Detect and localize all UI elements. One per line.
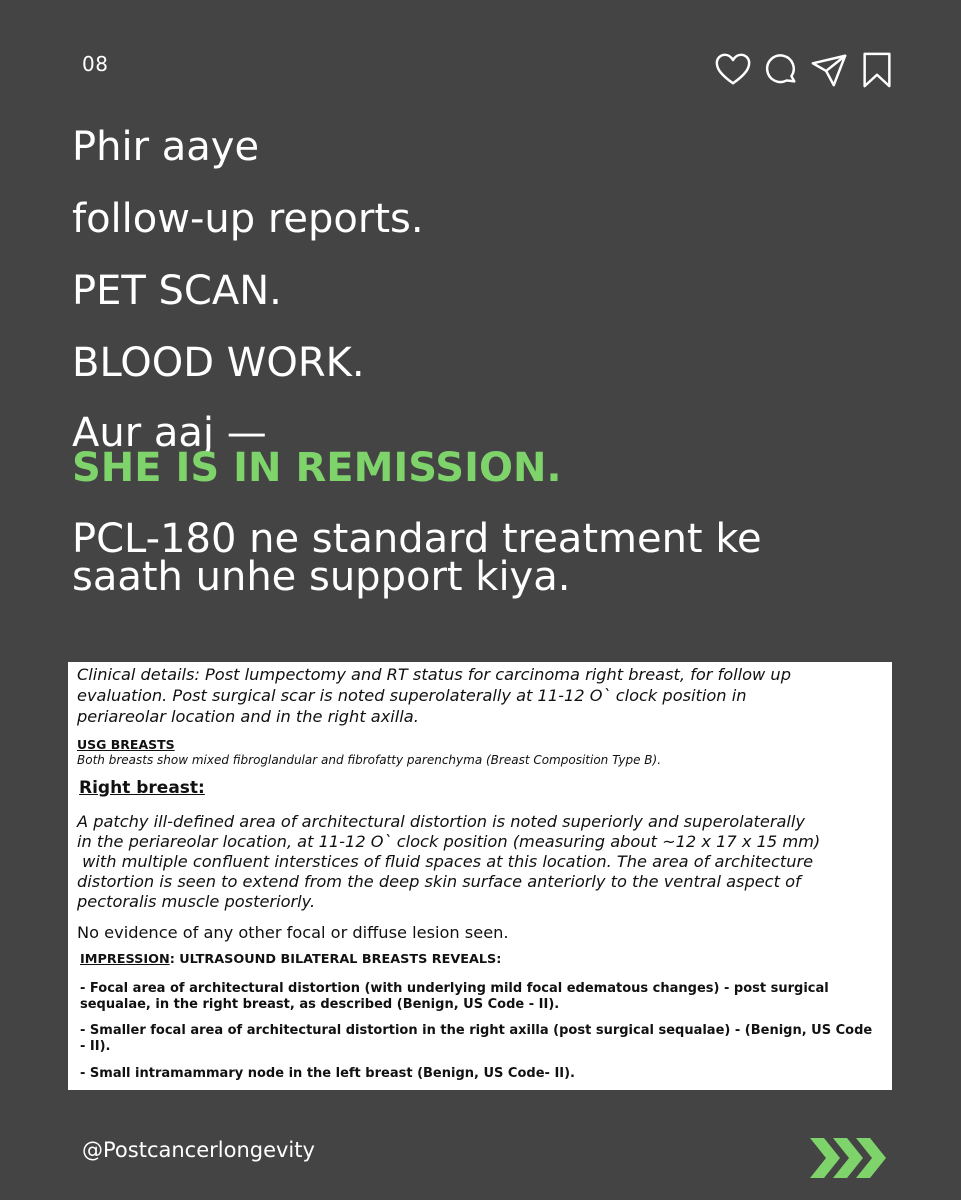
impression-line: - II). bbox=[80, 1039, 111, 1054]
impression-heading bbox=[80, 952, 886, 967]
impression-line: sequalae, in the right breast, as described (Benign, US Code - II). bbox=[80, 997, 560, 1012]
right-breast-findings bbox=[77, 812, 886, 912]
usg-breasts-body: Both breasts show mixed fibroglandular and fibrofatty parenchyma (Breast Composition Type B). bbox=[77, 753, 662, 767]
clinical-details bbox=[77, 664, 886, 727]
usg-breasts-heading: USG BREASTS bbox=[77, 737, 175, 752]
findings-line: pectoralis muscle posteriorly. bbox=[77, 892, 316, 911]
clinical-line: periareolar location and in the right axilla. bbox=[77, 707, 419, 726]
post-actions bbox=[714, 48, 890, 92]
send-icon[interactable] bbox=[810, 50, 848, 90]
heart-icon[interactable] bbox=[714, 50, 752, 90]
impression-item-2 bbox=[80, 1023, 886, 1055]
findings-line: with multiple confluent interstices of fluid spaces at this location. The area of architecture bbox=[77, 852, 814, 871]
headline-line-2: follow-up reports. bbox=[72, 196, 424, 242]
impression-line: - Smaller focal area of architectural distortion in the right axilla (post surgical sequalae) - (Benign, US Code bbox=[80, 1023, 873, 1038]
headline-line-7: saath unhe support kiya. bbox=[72, 554, 571, 600]
chevrons-right-icon[interactable] bbox=[808, 1136, 888, 1180]
headline-line-3: PET SCAN. bbox=[72, 268, 282, 314]
headline-line-4: BLOOD WORK. bbox=[72, 340, 365, 386]
right-breast-heading: Right breast: bbox=[79, 778, 205, 798]
clinical-line: evaluation. Post surgical scar is noted superolaterally at 11-12 O` clock position in bbox=[77, 686, 747, 705]
page-number: 08 bbox=[82, 52, 109, 76]
medical-report-image bbox=[68, 662, 892, 1090]
headline-line-6: PCL-180 ne standard treatment ke bbox=[72, 516, 762, 562]
impression-label: IMPRESSION bbox=[80, 952, 170, 967]
impression-item-1 bbox=[80, 981, 886, 1013]
impression-rest: : ULTRASOUND BILATERAL BREASTS REVEALS: bbox=[169, 952, 502, 967]
remission-highlight: SHE IS IN REMISSION. bbox=[72, 445, 562, 491]
impression-item-3: - Small intramammary node in the left breast (Benign, US Code- II). bbox=[80, 1066, 575, 1081]
headline-line-1: Phir aaye bbox=[72, 124, 260, 170]
comment-icon[interactable] bbox=[762, 50, 800, 90]
account-handle: @Postcancerlongevity bbox=[82, 1138, 315, 1162]
findings-line: distortion is seen to extend from the deep skin surface anteriorly to the ventral aspect of bbox=[77, 872, 801, 891]
clinical-line: Clinical details: Post lumpectomy and RT status for carcinoma right breast, for follow up bbox=[77, 665, 791, 684]
findings-line: A patchy ill-defined area of architectural distortion is noted superiorly and superolaterally bbox=[77, 812, 805, 831]
impression-line: - Focal area of architectural distortion (with underlying mild focal edematous changes) - post surgical bbox=[80, 981, 829, 996]
headline-line-5: Aur aaj — bbox=[72, 410, 267, 456]
no-evidence-statement: No evidence of any other focal or diffuse lesion seen. bbox=[77, 923, 509, 942]
bookmark-icon[interactable] bbox=[858, 50, 896, 90]
findings-line: in the periareolar location, at 11-12 O` clock position (measuring about ~12 x 17 x 15 mm) bbox=[77, 832, 821, 851]
